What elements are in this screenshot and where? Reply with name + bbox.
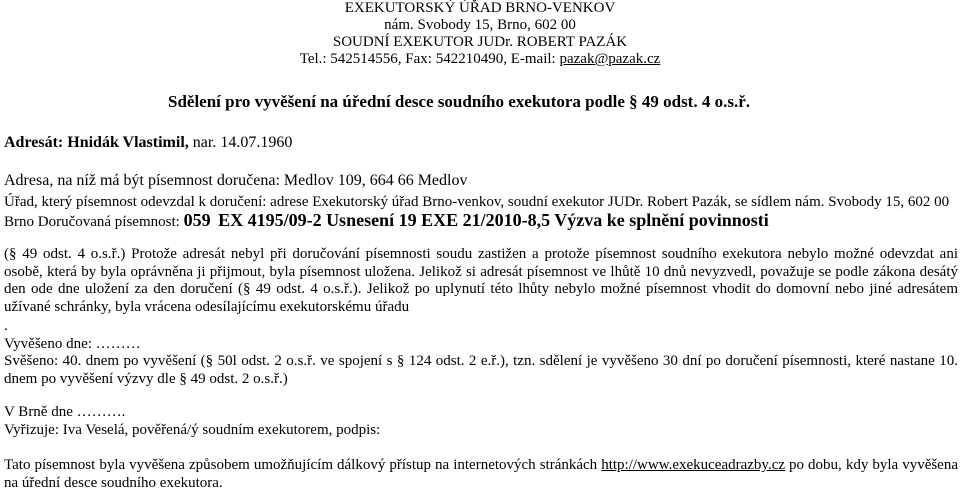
footer-note — [4, 457, 958, 492]
email-link[interactable]: pazak@pazak.cz — [559, 51, 661, 67]
delivery-address: Adresa, na níž má být písemnost doručena: Medlov 109, 664 66 Medlov — [4, 172, 468, 189]
document-code: 059 — [183, 210, 211, 230]
handled-by: Vyřizuje: Iva Veselá, pověřená/ý soudním exekutorem, podpis: — [4, 422, 381, 438]
removal-info: Svěšeno: 40. dnem po vyvěšení (§ 50l odst. 2 o.s.ř. ve spojení s § 124 odst. 2 e.ř.), tzn. sdělení je vyvěšeno 30 dní po doručení písemnosti, které nastane 10. dnem po vyvěšení výzvy dle § 49 odst. 2 o.s.ř.) — [4, 353, 958, 387]
document-title: EX 4195/09-2 Usnesení 19 EXE 21/2010-8,5 Výzva ke splnění povinnosti — [218, 210, 769, 230]
office-name: EXEKUTORSKÝ ÚŘAD BRNO-VENKOV — [344, 0, 616, 16]
page-title: Sdělení pro vyvěšení na úřední desce soudního exekutora podle § 49 odst. 4 o.s.ř. — [168, 92, 751, 111]
website-link[interactable]: http://www.exekuceadrazby.cz — [601, 457, 786, 473]
posted-date: Vyvěšeno dne: ……… — [4, 336, 141, 352]
addressee-name: Hnidák Vlastimil, — [67, 134, 189, 151]
office-address: nám. Svobody 15, Brno, 602 00 — [384, 17, 576, 33]
footer-text-start: Tato písemnost byla vyvěšena způsobem umožňujícím dálkový přístup na internetových stránkách — [4, 457, 602, 473]
separator-dot: . — [4, 318, 8, 334]
document-prefix: Brno Doručovaná písemnost: — [4, 214, 184, 230]
office-line: Úřad, který písemnost odevzdal k doručení: adrese Exekutorský úřad Brno-venkov, soudní exekutor JUDr. Robert Pazák, se sídlem nám. Svobody 15, 602 00 — [4, 194, 950, 210]
body-paragraph: (§ 49 odst. 4 o.s.ř.) Protože adresát nebyl při doručování písemnosti soudu zastižen a protože písemnost soudního exekutora nebylo možné odevzdat ani osobě, která by byla oprávněna ji přijmout, byla písemnost uložena. Jelikož si adresát písemnost ve lhůtě 10 dnů nevyzvedl, považuje se podle zákona desátý den ode dne uložení za den doručení (§ 49 odst. 4 o.s.ř.). Jelikož po uplynutí této lhůty nebylo možné písemnost vhodit do domovní nebo jiné adresátem užívané schránky, byla vrácena odesílajícímu exekutorskému úřadu — [4, 246, 958, 315]
addressee-birth: nar. 14.07.1960 — [192, 134, 293, 151]
addressee-label: Adresát: — [4, 134, 64, 151]
addressee-line — [4, 134, 292, 152]
document-line — [4, 210, 769, 231]
bailiff-name: SOUDNÍ EXEKUTOR JUDr. ROBERT PAZÁK — [332, 34, 628, 50]
office-contact — [0, 51, 960, 68]
place-date: V Brně dne ………. — [4, 404, 126, 420]
footer-text-end: po dobu, kdy byla vyvěšena na úřední desce soudního exekutora. — [4, 457, 958, 491]
contact-text: Tel.: 542514556, Fax: 542210490, E-mail: — [299, 51, 560, 67]
